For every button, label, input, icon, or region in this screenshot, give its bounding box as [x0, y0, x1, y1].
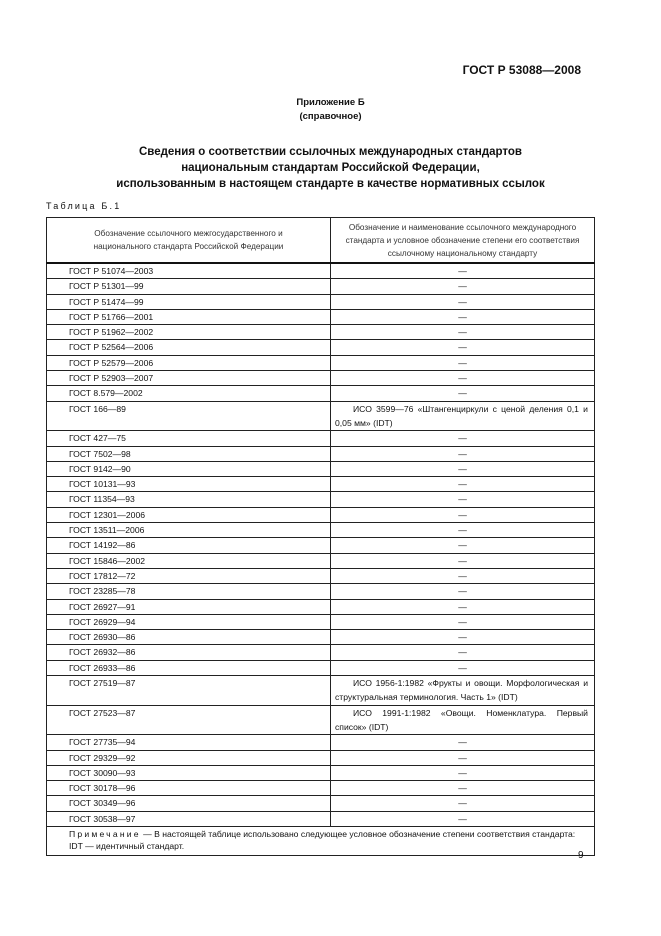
international-standard-cell: —: [331, 294, 595, 309]
national-standard-cell: ГОСТ 29329—92: [47, 750, 331, 765]
international-standard-cell: —: [331, 371, 595, 386]
international-standard-cell: —: [331, 431, 595, 446]
international-standard-cell: —: [331, 355, 595, 370]
table-row: [47, 630, 595, 645]
international-standard-cell: —: [331, 568, 595, 583]
table-row: [47, 584, 595, 599]
international-standard-cell: —: [331, 660, 595, 675]
national-standard-cell: ГОСТ 17812—72: [47, 568, 331, 583]
table-row: [47, 735, 595, 750]
international-standard-cell: —: [331, 538, 595, 553]
section-title: [0, 144, 661, 192]
table-note: [47, 826, 595, 855]
national-standard-cell: ГОСТ 27523—87: [47, 705, 331, 735]
national-standard-cell: ГОСТ Р 51962—2002: [47, 325, 331, 340]
national-standard-cell: ГОСТ 30090—93: [47, 765, 331, 780]
international-standard-cell: —: [331, 477, 595, 492]
international-standard-cell: —: [331, 325, 595, 340]
table-row: [47, 431, 595, 446]
table-row: [47, 614, 595, 629]
table-row: [47, 750, 595, 765]
note-item: IDT — идентичный стандарт.: [69, 841, 185, 852]
national-standard-cell: ГОСТ Р 52903—2007: [47, 371, 331, 386]
international-standard-cell: —: [331, 523, 595, 538]
table-row: [47, 355, 595, 370]
international-standard-cell: —: [331, 340, 595, 355]
national-standard-cell: ГОСТ 26932—86: [47, 645, 331, 660]
table-note-row: [47, 826, 595, 855]
table-row: [47, 676, 595, 706]
table-row: [47, 309, 595, 324]
table-row: [47, 507, 595, 522]
international-standard-cell: —: [331, 263, 595, 279]
table-row: [47, 386, 595, 401]
international-standard-cell: —: [331, 781, 595, 796]
international-standard-cell: —: [331, 614, 595, 629]
table-row: [47, 492, 595, 507]
national-standard-cell: ГОСТ 26930—86: [47, 630, 331, 645]
annex-title: Приложение Б: [296, 97, 365, 108]
national-standard-cell: ГОСТ Р 51766—2001: [47, 309, 331, 324]
table-row: [47, 279, 595, 294]
document-code: ГОСТ Р 53088—2008: [462, 63, 581, 77]
national-standard-cell: ГОСТ 27735—94: [47, 735, 331, 750]
international-standard-cell: —: [331, 811, 595, 826]
table-row: [47, 523, 595, 538]
international-standard-cell: —: [331, 553, 595, 568]
column-header-international: Обозначение и наименование ссылочного международного стандарта и условное обозначение степени его соответствия ссылочному национальному стандарту: [331, 218, 595, 264]
table-row: [47, 765, 595, 780]
international-standard-cell: —: [331, 279, 595, 294]
national-standard-cell: ГОСТ 166—89: [47, 401, 331, 431]
page-number: 9: [578, 850, 584, 861]
table-row: [47, 796, 595, 811]
international-standard-cell: —: [331, 645, 595, 660]
table-row: [47, 294, 595, 309]
reference-table: [46, 217, 595, 856]
international-standard-cell: —: [331, 599, 595, 614]
national-standard-cell: ГОСТ 12301—2006: [47, 507, 331, 522]
national-standard-cell: ГОСТ 15846—2002: [47, 553, 331, 568]
annex-subtitle: (справочное): [299, 111, 362, 122]
title-line: использованным в настоящем стандарте в качестве нормативных ссылок: [116, 178, 545, 190]
table-row: [47, 325, 595, 340]
table-body: [47, 263, 595, 826]
international-standard-cell: —: [331, 735, 595, 750]
international-standard-cell: —: [331, 750, 595, 765]
title-line: национальным стандартам Российской Федерации,: [181, 162, 480, 174]
title-line: Сведения о соответствии ссылочных международных стандартов: [138, 146, 522, 158]
national-standard-cell: ГОСТ Р 51474—99: [47, 294, 331, 309]
national-standard-cell: ГОСТ Р 52579—2006: [47, 355, 331, 370]
table-row: [47, 401, 595, 431]
table-row: [47, 568, 595, 583]
national-standard-cell: ГОСТ 26933—86: [47, 660, 331, 675]
international-standard-cell: —: [331, 765, 595, 780]
table-row: [47, 538, 595, 553]
international-standard-cell: —: [331, 492, 595, 507]
note-text: — В настоящей таблице использовано следующее условное обозначение степени соответствия стандарта:: [140, 828, 576, 839]
national-standard-cell: ГОСТ 30538—97: [47, 811, 331, 826]
international-standard-cell: —: [331, 446, 595, 461]
national-standard-cell: ГОСТ 427—75: [47, 431, 331, 446]
international-standard-cell: —: [331, 309, 595, 324]
national-standard-cell: ГОСТ 10131—93: [47, 477, 331, 492]
table-row: [47, 340, 595, 355]
national-standard-cell: ГОСТ 8.579—2002: [47, 386, 331, 401]
international-standard-cell: —: [331, 584, 595, 599]
table-row: [47, 477, 595, 492]
national-standard-cell: ГОСТ 23285—78: [47, 584, 331, 599]
international-standard-cell: ИСО 1991-1:1982 «Овощи. Номенклатура. Первый список» (IDT): [331, 705, 595, 735]
table-row: [47, 781, 595, 796]
column-header-national: Обозначение ссылочного межгосударственного и национального стандарта Российской Федерации: [47, 218, 331, 264]
table-caption: Таблица Б.1: [46, 201, 122, 211]
international-standard-cell: ИСО 3599—76 «Штангенциркули с ценой деления 0,1 и 0,05 мм» (IDT): [331, 401, 595, 431]
national-standard-cell: ГОСТ 14192—86: [47, 538, 331, 553]
annex-heading: [0, 96, 661, 124]
table-row: [47, 446, 595, 461]
national-standard-cell: ГОСТ 27519—87: [47, 676, 331, 706]
table-row: [47, 660, 595, 675]
national-standard-cell: ГОСТ 30178—96: [47, 781, 331, 796]
international-standard-cell: —: [331, 507, 595, 522]
national-standard-cell: ГОСТ Р 52564—2006: [47, 340, 331, 355]
table-row: [47, 371, 595, 386]
national-standard-cell: ГОСТ 11354—93: [47, 492, 331, 507]
note-lead: Примечание: [69, 828, 141, 839]
national-standard-cell: ГОСТ 9142—90: [47, 461, 331, 476]
national-standard-cell: ГОСТ Р 51074—2003: [47, 263, 331, 279]
table-row: [47, 705, 595, 735]
national-standard-cell: ГОСТ 7502—98: [47, 446, 331, 461]
international-standard-cell: —: [331, 461, 595, 476]
table-header-row: [47, 218, 595, 264]
national-standard-cell: ГОСТ 30349—96: [47, 796, 331, 811]
international-standard-cell: —: [331, 386, 595, 401]
table-row: [47, 599, 595, 614]
national-standard-cell: ГОСТ 26929—94: [47, 614, 331, 629]
national-standard-cell: ГОСТ 26927—91: [47, 599, 331, 614]
international-standard-cell: —: [331, 630, 595, 645]
national-standard-cell: ГОСТ Р 51301—99: [47, 279, 331, 294]
table-row: [47, 461, 595, 476]
international-standard-cell: ИСО 1956-1:1982 «Фрукты и овощи. Морфологическая и структуральная терминология. Часть 1» (IDT): [331, 676, 595, 706]
table-row: [47, 553, 595, 568]
table-row: [47, 263, 595, 279]
national-standard-cell: ГОСТ 13511—2006: [47, 523, 331, 538]
international-standard-cell: —: [331, 796, 595, 811]
table-row: [47, 645, 595, 660]
table-row: [47, 811, 595, 826]
